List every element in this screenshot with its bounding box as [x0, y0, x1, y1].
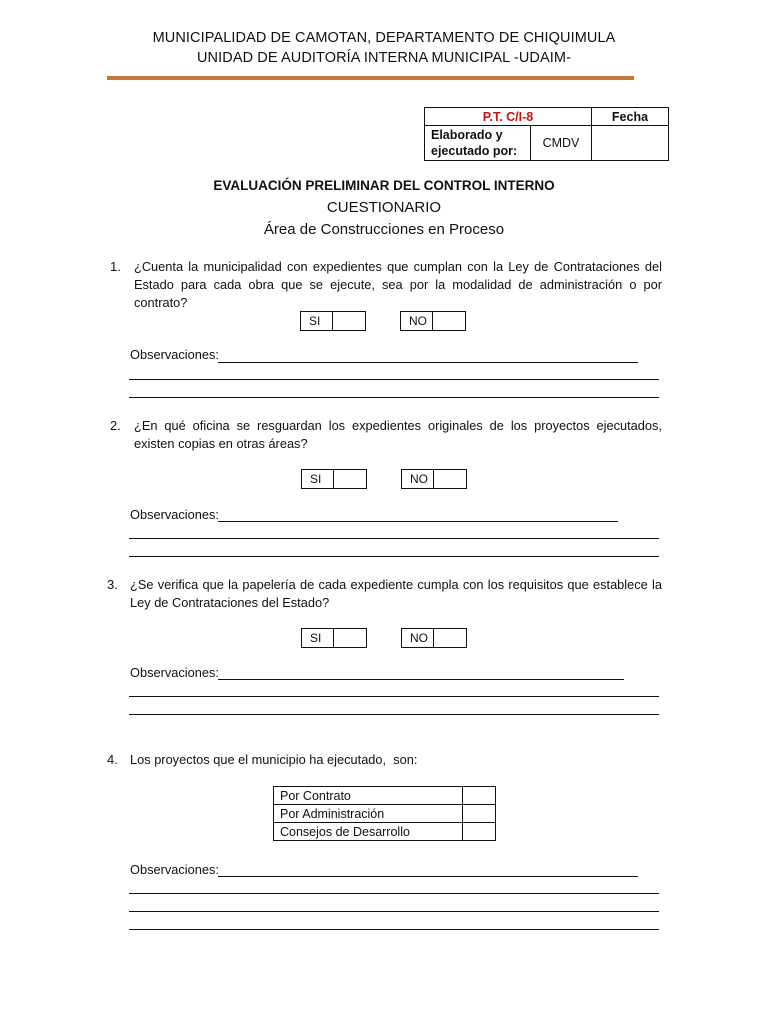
q2-observaciones-line-3[interactable] [129, 556, 659, 557]
q3-si-box [301, 628, 367, 648]
project-option-row [274, 787, 496, 805]
q1-observaciones-line-3[interactable] [129, 397, 659, 398]
q2-si-checkbox[interactable] [334, 470, 366, 488]
question-2-number: 2. [110, 418, 121, 433]
question-1-text: ¿Cuenta la municipalidad con expedientes que cumplan con la Ley de Contrataciones del Estado para cada obra que se ejecute, sea por la modalidad de administración o por contrato? [134, 259, 662, 310]
ref-elaborado-value: CMDV [530, 126, 591, 161]
q2-observaciones-line-2[interactable] [129, 538, 659, 539]
option-por-contrato-label: Por Contrato [274, 787, 463, 805]
q1-no-checkbox[interactable] [433, 312, 465, 330]
q3-observaciones-line-1[interactable] [218, 679, 624, 680]
ref-fecha-value[interactable] [592, 126, 669, 161]
q4-observaciones-line-2[interactable] [129, 893, 659, 894]
q4-observaciones-line-3[interactable] [129, 911, 659, 912]
q3-si-checkbox[interactable] [334, 629, 366, 647]
q2-no-box [401, 469, 467, 489]
option-consejos-desarrollo-checkbox[interactable] [463, 823, 496, 841]
question-4-number: 4. [107, 752, 118, 767]
reference-table [424, 107, 669, 161]
q3-observaciones-line-2[interactable] [129, 696, 659, 697]
q4-observaciones-label: Observaciones: [130, 862, 219, 877]
q3-no-checkbox[interactable] [434, 629, 466, 647]
q1-no-box [400, 311, 466, 331]
q1-si-checkbox[interactable] [333, 312, 365, 330]
question-1-number: 1. [110, 259, 121, 274]
title-main: EVALUACIÓN PRELIMINAR DEL CONTROL INTERNO [213, 178, 555, 193]
ref-code: P.T. C/I-8 [425, 108, 592, 126]
header-municipality: MUNICIPALIDAD DE CAMOTAN, DEPARTAMENTO DE CHIQUIMULA [152, 30, 616, 46]
q1-observaciones-label: Observaciones: [130, 347, 219, 362]
q1-si-box [300, 311, 366, 331]
question-4-text: Los proyectos que el municipio ha ejecutado, son: [130, 752, 418, 767]
q1-observaciones-line-1[interactable] [218, 362, 638, 363]
question-3-text: ¿Se verifica que la papelería de cada expediente cumpla con los requisitos que establece la Ley de Contrataciones del Estado? [130, 577, 662, 610]
ref-elaborado-label: Elaborado y ejecutado por: [425, 126, 531, 161]
header-unit: UNIDAD DE AUDITORÍA INTERNA MUNICIPAL -UDAIM- [196, 50, 572, 66]
q1-no-label: NO [401, 312, 433, 330]
q2-observaciones-line-1[interactable] [218, 521, 618, 522]
q2-no-checkbox[interactable] [434, 470, 466, 488]
q2-observaciones-label: Observaciones: [130, 507, 219, 522]
q3-si-label: SI [302, 629, 334, 647]
option-por-administracion-checkbox[interactable] [463, 805, 496, 823]
q3-observaciones-label: Observaciones: [130, 665, 219, 680]
q4-observaciones-line-4[interactable] [129, 929, 659, 930]
header-divider [107, 76, 634, 80]
title-sub: CUESTIONARIO [326, 199, 442, 216]
title-area: Área de Construcciones en Proceso [263, 221, 505, 238]
q3-observaciones-line-3[interactable] [129, 714, 659, 715]
q2-si-label: SI [302, 470, 334, 488]
question-2-text: ¿En qué oficina se resguardan los expedientes originales de los proyectos ejecutados, existen copias en otras áreas? [134, 418, 662, 451]
q3-no-label: NO [402, 629, 434, 647]
q1-si-label: SI [301, 312, 333, 330]
question-3-number: 3. [107, 577, 118, 592]
q2-si-box [301, 469, 367, 489]
project-option-row [274, 805, 496, 823]
project-options-table [273, 786, 496, 841]
option-consejos-desarrollo-label: Consejos de Desarrollo [274, 823, 463, 841]
q3-no-box [401, 628, 467, 648]
option-por-contrato-checkbox[interactable] [463, 787, 496, 805]
option-por-administracion-label: Por Administración [274, 805, 463, 823]
q2-no-label: NO [402, 470, 434, 488]
q4-observaciones-line-1[interactable] [218, 876, 638, 877]
project-option-row [274, 823, 496, 841]
q1-observaciones-line-2[interactable] [129, 379, 659, 380]
ref-fecha-label: Fecha [592, 108, 669, 126]
